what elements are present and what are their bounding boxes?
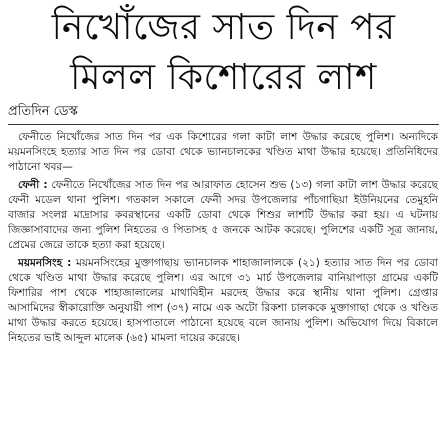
paragraph-text: ময়মনসিংহের মুক্তাগাছায় ভ্যানচালক শাহাজালালকে (২১) হত্যার সাত দিন পর ডোবা থেকে খণ্ডিত মাথা উদ্ধার করেছে পুলিশ। এর আগে ৩১ মার্চ উপজেলার বানিয়াপাড়া গ্রামের একটি ফিশারির পাশ থেকে শাহাজালালের মাথাবিহীন মরদেহ উদ্ধার করে স্থানীয় থানা পুলিশ। গ্রেপ্তার আসামিদের স্বীকারোক্তি অনুযায়ী পাশ (৩৭) নামে এক অটো রিকশা চালককে মুক্তাগাছা থেকে ও খণ্ডিত মাথা উদ্ধার করতে হয়েছে। হাসপাতালে পাঠানো হয়েছে বলে জানায় পুলিশ। অভিযোগ দিয়ে বিকালে নিহতের ভাই আব্দুল মালেক (৬৫) মামলা দায়ের করেছে। [8, 257, 438, 344]
byline: প্রতিদিন ডেস্ক [8, 104, 78, 119]
paragraph-lead: ময়মনসিংহ : [18, 257, 72, 269]
headline-line-2: মিলল কিশোরের লাশ [70, 57, 377, 98]
paragraph-feni [8, 178, 438, 253]
article-body [8, 130, 438, 349]
paragraph-lead: ফেনী : [18, 179, 48, 191]
paragraph-mymensingh [8, 256, 438, 346]
paragraph-text: ফেনীতে নিখোঁজের সাত দিন পর এক কিশোরের গলা কাটা লাশ উদ্ধার করেছে পুলিশ। অন্যদিকে ময়মনসিংহে হত্যার সাত দিন পর ডোবা থেকে ভ্যানচালকের খণ্ডিত মাথা উদ্ধার হয়েছে। প্রতিনিধিদের পাঠানো খবর— [8, 131, 438, 173]
paragraph-text: ফেনীতে নিখোঁজের সাত দিন পর আরাফাত হোসেন শুভ (১৩) গলা কাটা লাশ উদ্ধার করেছে ফেনী মডেল থানা পুলিশ। গতকাল সকালে ফেনী সদর উপজেলার পাঁচগাছিয়া ইউনিয়নের তেমুহনি বাজার সংলগ্ন মাদ্রাসার কবরস্থানের একটি ডোবা থেকে শিশুর লাশটি উদ্ধার করা হয়। এ ঘটনায় জিজ্ঞাসাবাদের জন্য পুলিশ নিহতের ও পিতাসহ ৫ জনকে আটক করেছে। পুলিশের একটি সূত্র জানায়, প্রেমের জেরে তাকে হত্যা করা হয়েছে। [8, 179, 438, 251]
divider [8, 124, 439, 125]
headline-line-1: নিখোঁজের সাত দিন পর [51, 7, 396, 48]
paragraph-intro [8, 130, 438, 175]
